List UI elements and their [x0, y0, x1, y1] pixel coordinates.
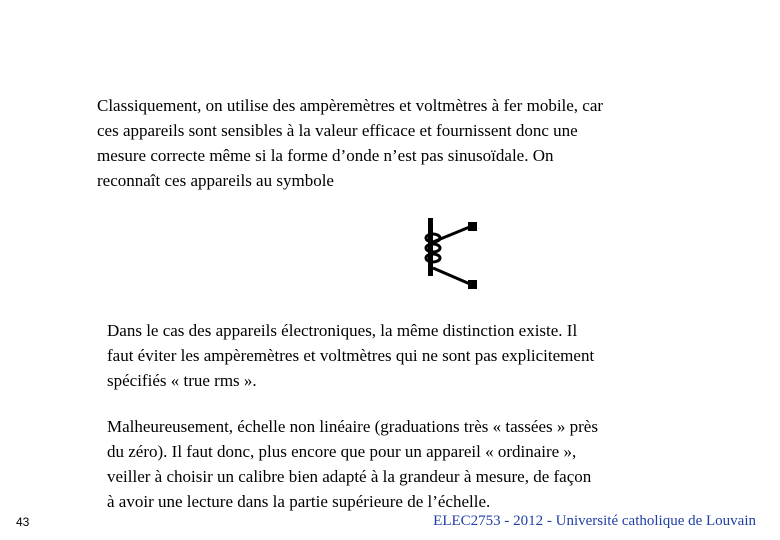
- page-number: 43: [16, 515, 30, 529]
- moving-iron-instrument-symbol-icon: [414, 212, 484, 292]
- text-line: reconnaît ces appareils au symbole: [97, 171, 334, 190]
- paragraph-moving-iron: [97, 93, 717, 193]
- text-line: mesure correcte même si la forme d’onde n’est pas sinusoïdale. On: [97, 146, 554, 165]
- text-line: ces appareils sont sensibles à la valeur efficace et fournissent donc une: [97, 121, 578, 140]
- text-line: veiller à choisir un calibre bien adapté à la grandeur à mesure, de façon: [107, 467, 592, 486]
- text-line: Dans le cas des appareils électroniques, la même distinction existe. Il: [107, 321, 578, 340]
- footer-text: ELEC2753 - 2012 - Université catholique de Louvain: [433, 513, 756, 529]
- paragraph-electronic-devices: [107, 318, 707, 393]
- text-line: faut éviter les ampèremètres et voltmètres qui ne sont pas explicitement: [107, 346, 595, 365]
- text-line: du zéro). Il faut donc, plus encore que pour un appareil « ordinaire »,: [107, 442, 577, 461]
- text-line: Classiquement, on utilise des ampèremètres et voltmètres à fer mobile, car: [97, 96, 604, 115]
- text-line: à avoir une lecture dans la partie supérieure de l’échelle.: [107, 492, 491, 511]
- paragraph-nonlinear-scale: [107, 414, 707, 514]
- text-line: spécifiés « true rms ».: [107, 371, 257, 390]
- text-line: Malheureusement, échelle non linéaire (graduations très « tassées » près: [107, 417, 598, 436]
